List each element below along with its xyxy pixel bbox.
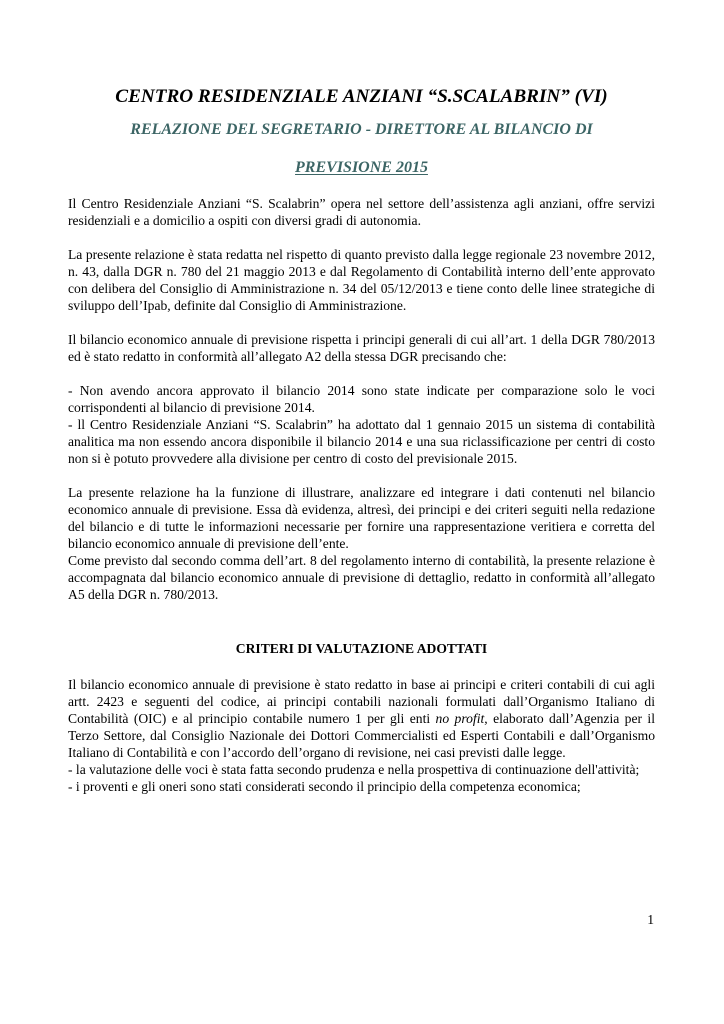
paragraph-report-purpose: La presente relazione ha la funzione di illustrare, analizzare ed integrare i dati contenuti nel bilancio economico annuale di previsione. Essa dà evidenza, altresì, dei principi e dei criteri seguiti nella redazione del bilancio e di tutte le informazioni necessarie per fornire una rappresentazione veritiera e corretta del bilancio economico annuale di previsione dell’ente. — [68, 485, 655, 551]
paragraph-general-principles: Il bilancio economico annuale di previsione rispetta i principi generali di cui all’art. 1 della DGR 780/2013 ed è stato redatto in conformità all’allegato A2 della stessa DGR precisando che: — [68, 332, 655, 364]
document-title: CENTRO RESIDENZIALE ANZIANI “S.SCALABRIN” (VI) — [115, 86, 608, 107]
criteria-intro-part2: , elaborato dall’Agenzia per il Terzo Settore, dal Consiglio Nazionale dei Dottori Commercialisti ed Esperti Contabili e dall’Organismo Italiano di Contabilità e con l’accordo dell’organo di revisione, nei casi previsti dalle legge. — [68, 711, 655, 760]
criteria-item-prudence: - la valutazione delle voci è stata fatta secondo prudenza e nella prospettiva di continuazione dell'attività; — [68, 762, 640, 777]
document-subtitle-line1: RELAZIONE DEL SEGRETARIO - DIRETTORE AL BILANCIO DI — [130, 121, 593, 138]
paragraph-legal-basis: La presente relazione è stata redatta nel rispetto di quanto previsto dalla legge regionale 23 novembre 2012, n. 43, dalla DGR n. 780 del 21 maggio 2013 e dal Regolamento di Contabilità interno dell’ente approvato con delibera del Consiglio di Amministrazione n. 34 del 05/12/2013 e tiene conto delle linee strategiche di sviluppo dell’Ipab, definite dal Consiglio di Amministrazione. — [68, 247, 655, 313]
document-subtitle-line2 — [68, 158, 655, 178]
document-subtitle-line2-text: PREVISIONE 2015 — [295, 159, 428, 176]
page-number: 1 — [647, 912, 654, 927]
criteria-item-accrual: - i proventi e gli oneri sono stati considerati secondo il principio della competenza economica; — [68, 779, 581, 794]
paragraph-accompanying-budget: Come previsto dal secondo comma dell’art. 8 del regolamento interno di contabilità, la presente relazione è accompagnata dal bilancio economico annuale di previsione di dettaglio, redatto in conformità all’allegato A5 della DGR n. 780/2013. — [68, 553, 655, 602]
paragraph-bullet-analytic-accounting: - ll Centro Residenziale Anziani “S. Scalabrin” ha adottato dal 1 gennaio 2015 un sistema di contabilità analitica ma non essendo ancora disponibile il bilancio 2014 e una sua riclassificazione per centri di costo non si è potuto provvedere alla divisione per centro di costo del previsionale 2015. — [68, 417, 655, 466]
paragraph-criteria-intro — [68, 676, 655, 761]
document-body — [68, 84, 655, 795]
criteria-intro-part1: Il bilancio economico annuale di previsione è stato redatto in base ai principi e criteri contabili di cui agli artt. 2423 e seguenti del codice, ai principi contabili nazionali formulati dall’Organismo Italiano di Contabilità (OIC) e al principio contabile numero 1 per gli enti — [68, 677, 655, 726]
criteria-intro-italic: no profit — [435, 711, 485, 726]
paragraph-bullet-comparison: - Non avendo ancora approvato il bilancio 2014 sono state indicate per comparazione solo le voci corrispondenti al bilancio di previsione 2014. — [68, 383, 655, 415]
section-heading-criteria: CRITERI DI VALUTAZIONE ADOTTATI — [235, 641, 488, 656]
paragraph-intro: Il Centro Residenziale Anziani “S. Scalabrin” opera nel settore dell’assistenza agli anziani, offre servizi residenziali e a domicilio a ospiti con diversi gradi di autonomia. — [68, 196, 655, 228]
